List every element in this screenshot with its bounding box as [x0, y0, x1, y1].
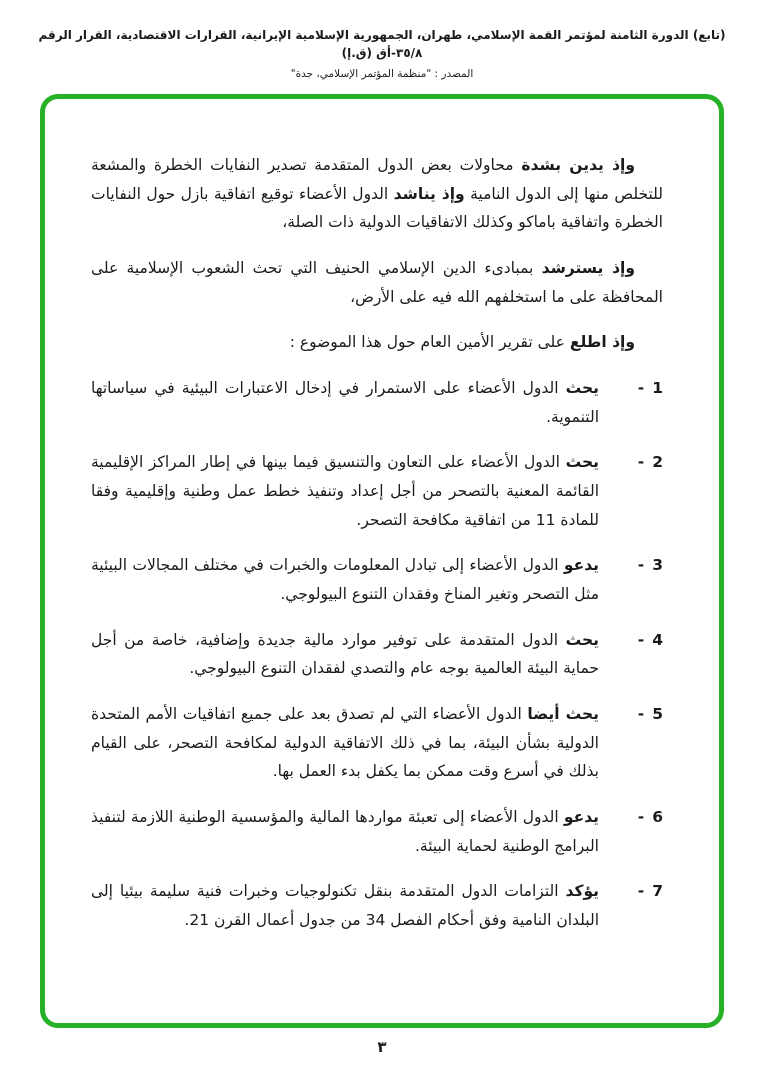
preamble-paragraph-2	[91, 254, 663, 311]
header-title: (تابع) الدورة الثامنة لمؤتمر القمة الإسلامي، طهران، الجمهورية الإسلامية الإيرانية، القرارات الاقتصادية، القرار الرقم ٣٥/٨-أق (ق.إ)	[38, 28, 726, 60]
header-source: المصدر : "منظمة المؤتمر الإسلامي، جدة"	[290, 68, 474, 80]
resolution-item-1	[91, 374, 663, 431]
item-text	[91, 626, 599, 683]
emphasis-text: يدعو	[563, 808, 599, 827]
emphasis-text: يؤكد	[565, 882, 599, 901]
item-dash: -	[637, 379, 645, 398]
item-marker	[615, 448, 663, 534]
paragraph-text: الدول الأعضاء على التعاون والتنسيق فيما بينها في إطار المراكز الإقليمية القائمة المعنية بالتصحر من أجل إعداد وتنفيذ خطط عمل وطنية وإقليمية وفقا للمادة 11 من اتفاقية مكافحة التصحر.	[91, 453, 599, 529]
content-border-box	[40, 94, 724, 1028]
paragraph-text: بمبادىء الدين الإسلامي الحنيف التي تحث الشعوب الإسلامية على المحافظة على ما استخلفهم الله فيه على الأرض،	[91, 259, 663, 306]
item-text	[91, 448, 599, 534]
item-text	[91, 700, 599, 786]
paragraph-text: محاولات بعض الدول المتقدمة تصدير النفايات الخطرة والمشعة للتخلص منها إلى الدول النامية	[91, 156, 663, 203]
item-number: 6	[652, 808, 663, 827]
item-text	[91, 803, 599, 860]
item-number: 1	[652, 379, 663, 398]
preamble-paragraph-3	[91, 328, 663, 357]
resolution-item-2	[91, 448, 663, 534]
item-marker	[615, 626, 663, 683]
item-marker	[615, 700, 663, 786]
item-marker	[615, 551, 663, 608]
emphasis-text: وإذ يسترشد	[541, 259, 635, 278]
item-dash: -	[637, 453, 645, 472]
paragraph-text: الدول الأعضاء إلى تعبئة مواردها المالية والمؤسسية الوطنية اللازمة لتنفيذ البرامج الوطنية لحماية البيئة.	[91, 808, 599, 855]
item-text	[91, 877, 599, 934]
resolution-item-7	[91, 877, 663, 934]
paragraph-text: الدول الأعضاء إلى تبادل المعلومات والخبرات في مختلف المجالات البيئية مثل التصحر وتغير المناخ وفقدان التنوع البيولوجي.	[91, 556, 599, 604]
item-marker	[615, 803, 663, 860]
resolution-item-4	[91, 626, 663, 683]
item-dash: -	[637, 808, 645, 827]
emphasis-text: وإذ يناشد	[393, 184, 465, 203]
item-dash: -	[637, 630, 645, 649]
item-text	[91, 374, 599, 431]
paragraph-text: الدول المتقدمة على توفير موارد مالية جديدة وإضافية، خاصة من أجل حماية البيئة العالمية بوجه عام والتصدي لفقدان التنوع البيولوجي.	[91, 630, 599, 678]
emphasis-text: يحث	[565, 379, 599, 398]
emphasis-text: وإذ يدين بشدة	[521, 156, 636, 174]
emphasis-text: يحث	[565, 630, 599, 649]
item-dash: -	[637, 705, 645, 724]
emphasis-text: يدعو	[563, 556, 599, 575]
resolution-item-3	[91, 551, 663, 608]
item-dash: -	[637, 882, 645, 901]
item-marker	[615, 374, 663, 431]
paragraph-text: التزامات الدول المتقدمة بنقل تكنولوجيات وخبرات فنية سليمة بيئيا إلى البلدان النامية وفق أحكام الفصل 34 من جدول أعمال القرن 21.	[91, 882, 599, 930]
item-number: 3	[652, 556, 663, 575]
paragraph-text: الدول الأعضاء توقيع اتفاقية بازل حول النفايات الخطرة واتفاقية باماكو وكذلك الاتفاقيات الدولية ذات الصلة،	[91, 184, 663, 232]
item-number: 7	[652, 882, 663, 901]
item-number: 5	[652, 705, 663, 724]
item-marker	[615, 877, 663, 934]
item-number: 4	[652, 630, 663, 649]
resolution-item-5	[91, 700, 663, 786]
page-number: ٣	[377, 1038, 387, 1056]
emphasis-text: يحث	[565, 453, 599, 472]
item-text	[91, 551, 599, 608]
paragraph-text: الدول الأعضاء على الاستمرار في إدخال الاعتبارات البيئية في سياساتها التنموية.	[91, 379, 599, 426]
document-header	[0, 0, 764, 80]
resolution-body	[45, 99, 719, 1023]
paragraph-text: الدول الأعضاء التي لم تصدق بعد على جميع اتفاقيات الأمم المتحدة الدولية بشأن البيئة، بما في ذلك الاتفاقية الدولية لمكافحة التصحر، على القيام بذلك في أسرع وقت ممكن بما يكفل بدء العمل بها.	[91, 705, 599, 781]
item-dash: -	[637, 556, 645, 575]
emphasis-text: وإذ اطلع	[569, 333, 635, 352]
paragraph-text: على تقرير الأمين العام حول هذا الموضوع :	[289, 333, 565, 352]
emphasis-text: يحث أيضا	[527, 705, 599, 724]
item-number: 2	[652, 453, 663, 472]
preamble-paragraph-1	[91, 151, 663, 237]
resolution-item-6	[91, 803, 663, 860]
